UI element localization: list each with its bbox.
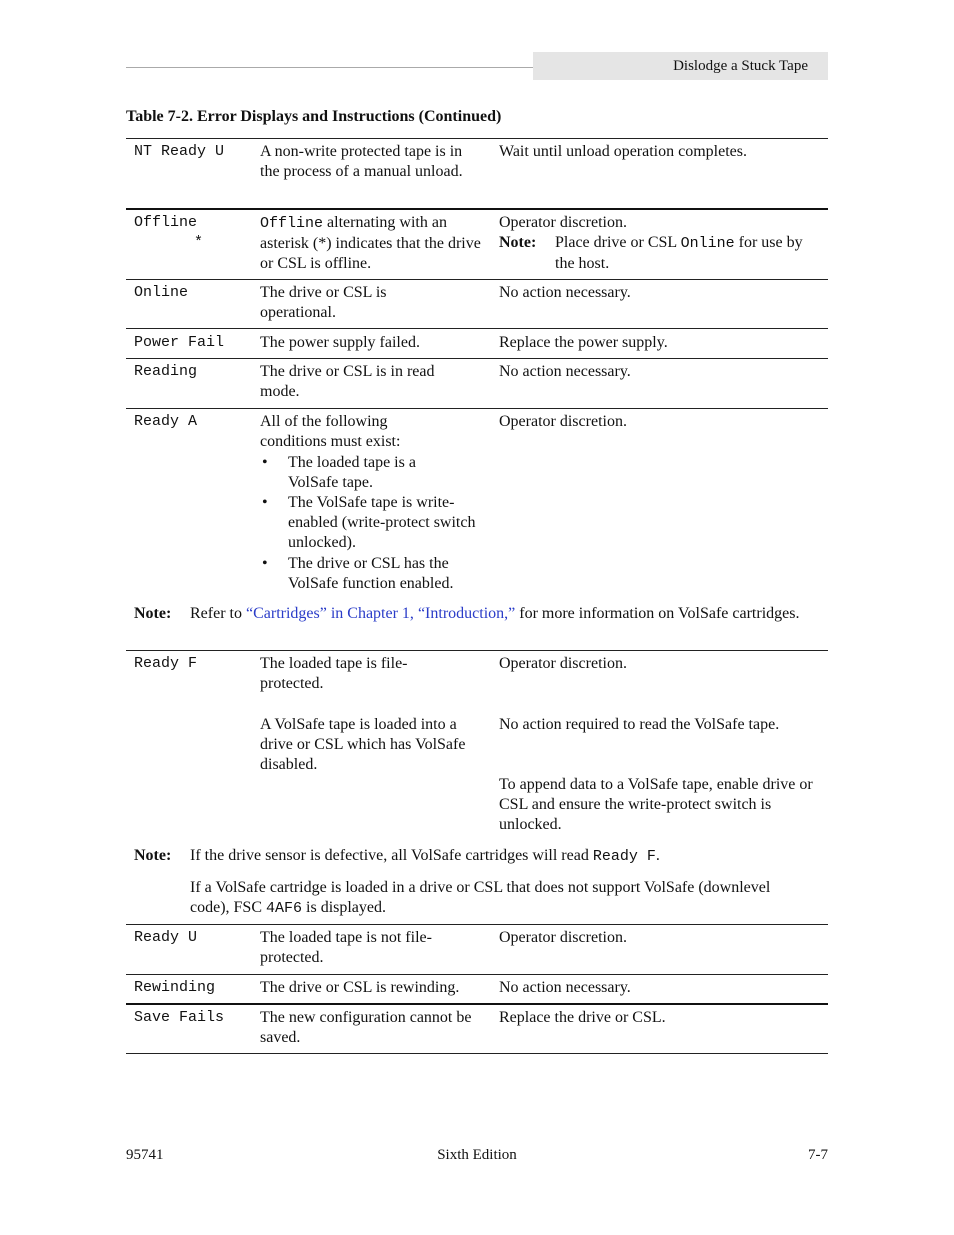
meaning-cell xyxy=(260,213,485,274)
meaning-cell: A non-write protected tape is in the process of a manual unload. xyxy=(260,143,463,180)
meaning-cell: A VolSafe tape is loaded into a drive or CSL which has VolSafe disabled. xyxy=(260,716,466,773)
table-rule xyxy=(126,1053,828,1054)
display-code: Rewinding xyxy=(134,979,216,996)
meaning-cell: The new configuration cannot be saved. xyxy=(260,1009,472,1046)
doc-number: 95741 xyxy=(126,1147,164,1163)
display-code: Ready A xyxy=(134,413,198,430)
note-text-part: for more information on VolSafe cartridges. xyxy=(515,605,800,622)
table-rule xyxy=(126,279,828,280)
note-text-part: . xyxy=(655,847,660,864)
header-rule xyxy=(126,67,534,68)
note-text xyxy=(190,604,820,624)
section-title: Dislodge a Stuck Tape xyxy=(673,58,808,74)
meaning-cell: The loaded tape is file-protected. xyxy=(260,655,408,692)
display-code: Save Fails xyxy=(134,1009,225,1026)
action-cell: Replace the power supply. xyxy=(499,334,668,351)
action-cell: Replace the drive or CSL. xyxy=(499,1009,666,1026)
action-cell: To append data to a VolSafe tape, enable drive or CSL and ensure the write-protect switch is unlocked. xyxy=(499,776,813,833)
meaning-cell: All of the following conditions must exist: xyxy=(260,413,401,450)
bullet-icon: • xyxy=(262,494,268,511)
table-rule xyxy=(126,138,828,139)
table-title: Table 7-2. Error Displays and Instructions (Continued) xyxy=(126,108,502,125)
action-cell: No action required to read the VolSafe tape. xyxy=(499,716,780,733)
display-code: Ready F xyxy=(134,655,198,672)
display-code-asterisk: * xyxy=(194,234,204,251)
table-rule xyxy=(126,408,828,409)
action-cell: Operator discretion. xyxy=(499,214,627,231)
display-code: Reading xyxy=(134,363,198,380)
note-label: Note: xyxy=(134,605,172,622)
list-item: The VolSafe tape is write-enabled (write-protect switch unlocked). xyxy=(288,494,476,551)
display-code: Offline xyxy=(134,214,198,231)
chapter-link[interactable]: “Cartridges” in Chapter 1, xyxy=(245,605,414,622)
display-code: Power Fail xyxy=(134,334,225,351)
table-rule xyxy=(126,924,828,925)
note-text-part: is displayed. xyxy=(302,899,387,916)
display-code: Online xyxy=(134,284,189,301)
table-rule xyxy=(126,974,828,975)
display-code: NT Ready U xyxy=(134,143,225,160)
code-text: 4AF6 xyxy=(266,900,303,917)
action-cell: Operator discretion. xyxy=(499,655,627,672)
note-text-part: for use by the host. xyxy=(555,234,803,272)
list-item: The drive or CSL has the VolSafe function enabled. xyxy=(288,555,454,592)
action-cell: Operator discretion. xyxy=(499,929,627,946)
action-cell: Operator discretion. xyxy=(499,413,627,430)
bullet-icon: • xyxy=(262,454,268,471)
page-number: 7-7 xyxy=(808,1147,828,1163)
meaning-cell: The power supply failed. xyxy=(260,334,420,351)
note-text-part: Place drive or CSL xyxy=(555,234,681,251)
action-cell: No action necessary. xyxy=(499,284,631,301)
meaning-cell: The drive or CSL is in read mode. xyxy=(260,363,435,400)
table-rule xyxy=(126,650,828,651)
meaning-cell: The drive or CSL is rewinding. xyxy=(260,979,460,996)
note-text-part: If the drive sensor is defective, all VolSafe cartridges will read xyxy=(190,847,593,864)
code-text: Offline xyxy=(260,215,324,232)
note-text xyxy=(555,233,820,274)
meaning-text: alternating with an asterisk (*) indicates that the drive or CSL is offline. xyxy=(260,214,481,272)
code-text: Ready F xyxy=(592,848,656,865)
table-rule xyxy=(126,208,828,210)
note-label: Note: xyxy=(134,847,172,864)
action-cell: No action necessary. xyxy=(499,363,631,380)
action-cell: Wait until unload operation completes. xyxy=(499,143,747,160)
list-item: The loaded tape is a VolSafe tape. xyxy=(288,454,416,491)
introduction-link[interactable]: “Introduction,” xyxy=(417,605,516,622)
running-header xyxy=(533,52,828,80)
action-cell: No action necessary. xyxy=(499,979,631,996)
table-rule xyxy=(126,328,828,329)
table-rule xyxy=(126,1003,828,1005)
code-text: Online xyxy=(680,235,735,252)
note-text-part: If a VolSafe cartridge is loaded in a drive or CSL that does not support VolSafe (downlevel code), FSC xyxy=(190,879,771,916)
note-label: Note: xyxy=(499,234,537,251)
note-text xyxy=(190,878,790,919)
note-text-part: Refer to xyxy=(190,605,246,622)
edition: Sixth Edition xyxy=(437,1147,517,1163)
meaning-cell: The drive or CSL is operational. xyxy=(260,284,387,321)
bullet-icon: • xyxy=(262,555,268,572)
table-rule xyxy=(126,358,828,359)
meaning-cell: The loaded tape is not file-protected. xyxy=(260,929,432,966)
note-text xyxy=(190,846,820,867)
display-code: Ready U xyxy=(134,929,198,946)
